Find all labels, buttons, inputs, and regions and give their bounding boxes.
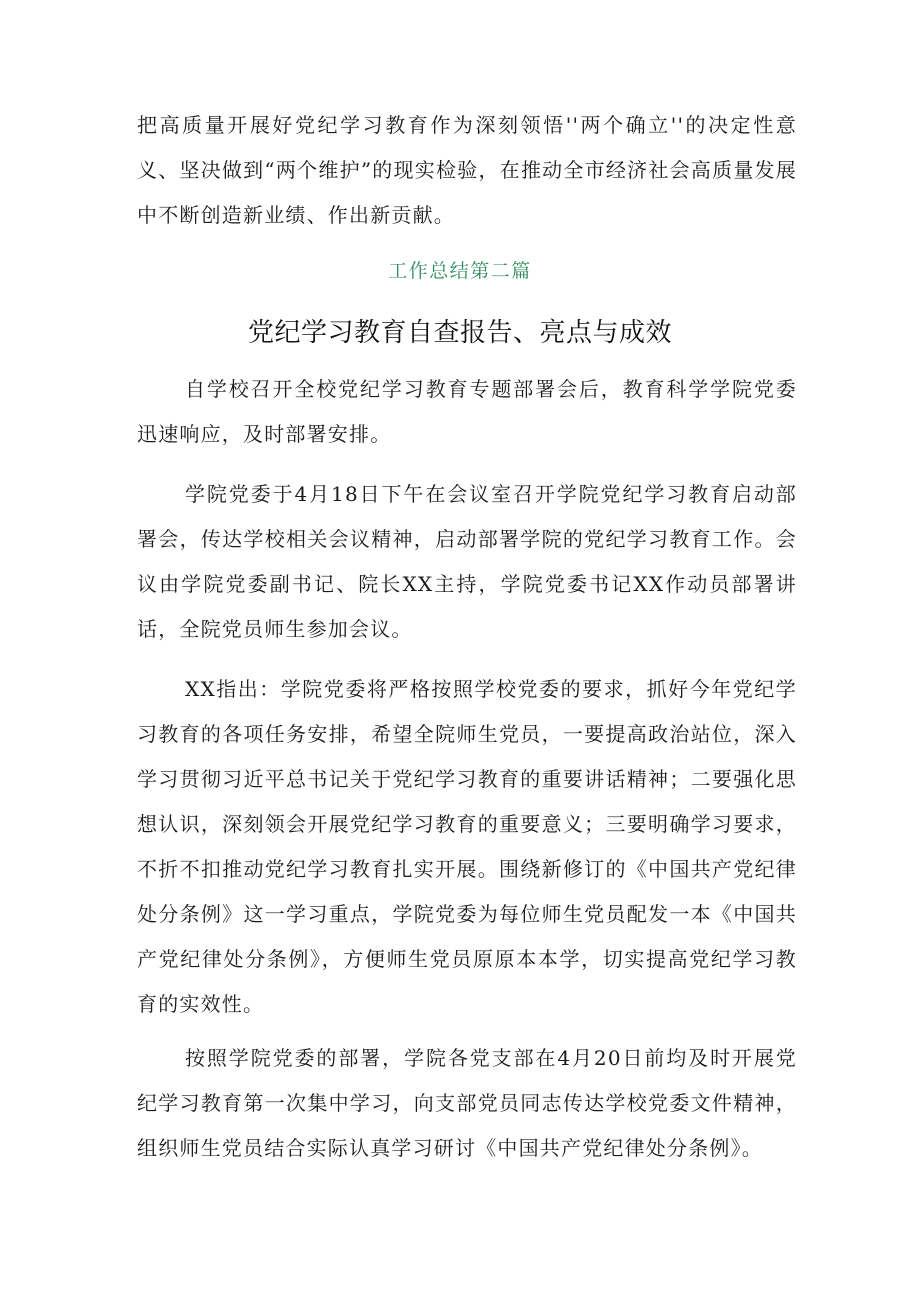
body-paragraph-2: 学院党委于4月18日下午在会议室召开学院党纪学习教育启动部署会，传达学校相关会议精神，启动部署学院的党纪学习教育工作。会议由学院党委副书记、院长XX主持，学院党委书记XX作动员部署讲话，全院党员师生参加会议。: [137, 482, 797, 641]
document-title: 党纪学习教育自查报告、亮点与成效: [247, 318, 672, 348]
section-label: 工作总结第二篇: [388, 260, 532, 282]
body-paragraph-4: 按照学院党委的部署，学院各党支部在4月20日前均及时开展党纪学习教育第一次集中学习，向支部党员同志传达学校党委文件精神，组织师生党员结合实际认真学习研讨《中国共产党纪律处分条例》。: [137, 1046, 797, 1160]
intro-paragraph: 把高质量开展好党纪学习教育作为深刻领悟''两个确立''的决定性意义、坚决做到“两个维护”的现实检验，在推动全市经济社会高质量发展中不断创造新业绩、作出新贡献。: [137, 113, 797, 227]
body-paragraph-1: 自学校召开全校党纪学习教育专题部署会后，教育科学学院党委迅速响应，及时部署安排。: [137, 377, 797, 446]
body-paragraph-3: XX指出：学院党委将严格按照学校党委的要求，抓好今年党纪学习教育的各项任务安排，希望全院师生党员，一要提高政治站位，深入学习贯彻习近平总书记关于党纪学习教育的重要讲话精神；二要强化思想认识，深刻领会开展党纪学习教育的重要意义；三要明确学习要求，不折不扣推动党纪学习教育扎实开展。围绕新修订的《中国共产党纪律处分条例》这一学习重点，学院党委为每位师生党员配发一本《中国共产党纪律处分条例》，方便师生党员原原本本学，切实提高党纪学习教育的实效性。: [137, 677, 797, 1016]
